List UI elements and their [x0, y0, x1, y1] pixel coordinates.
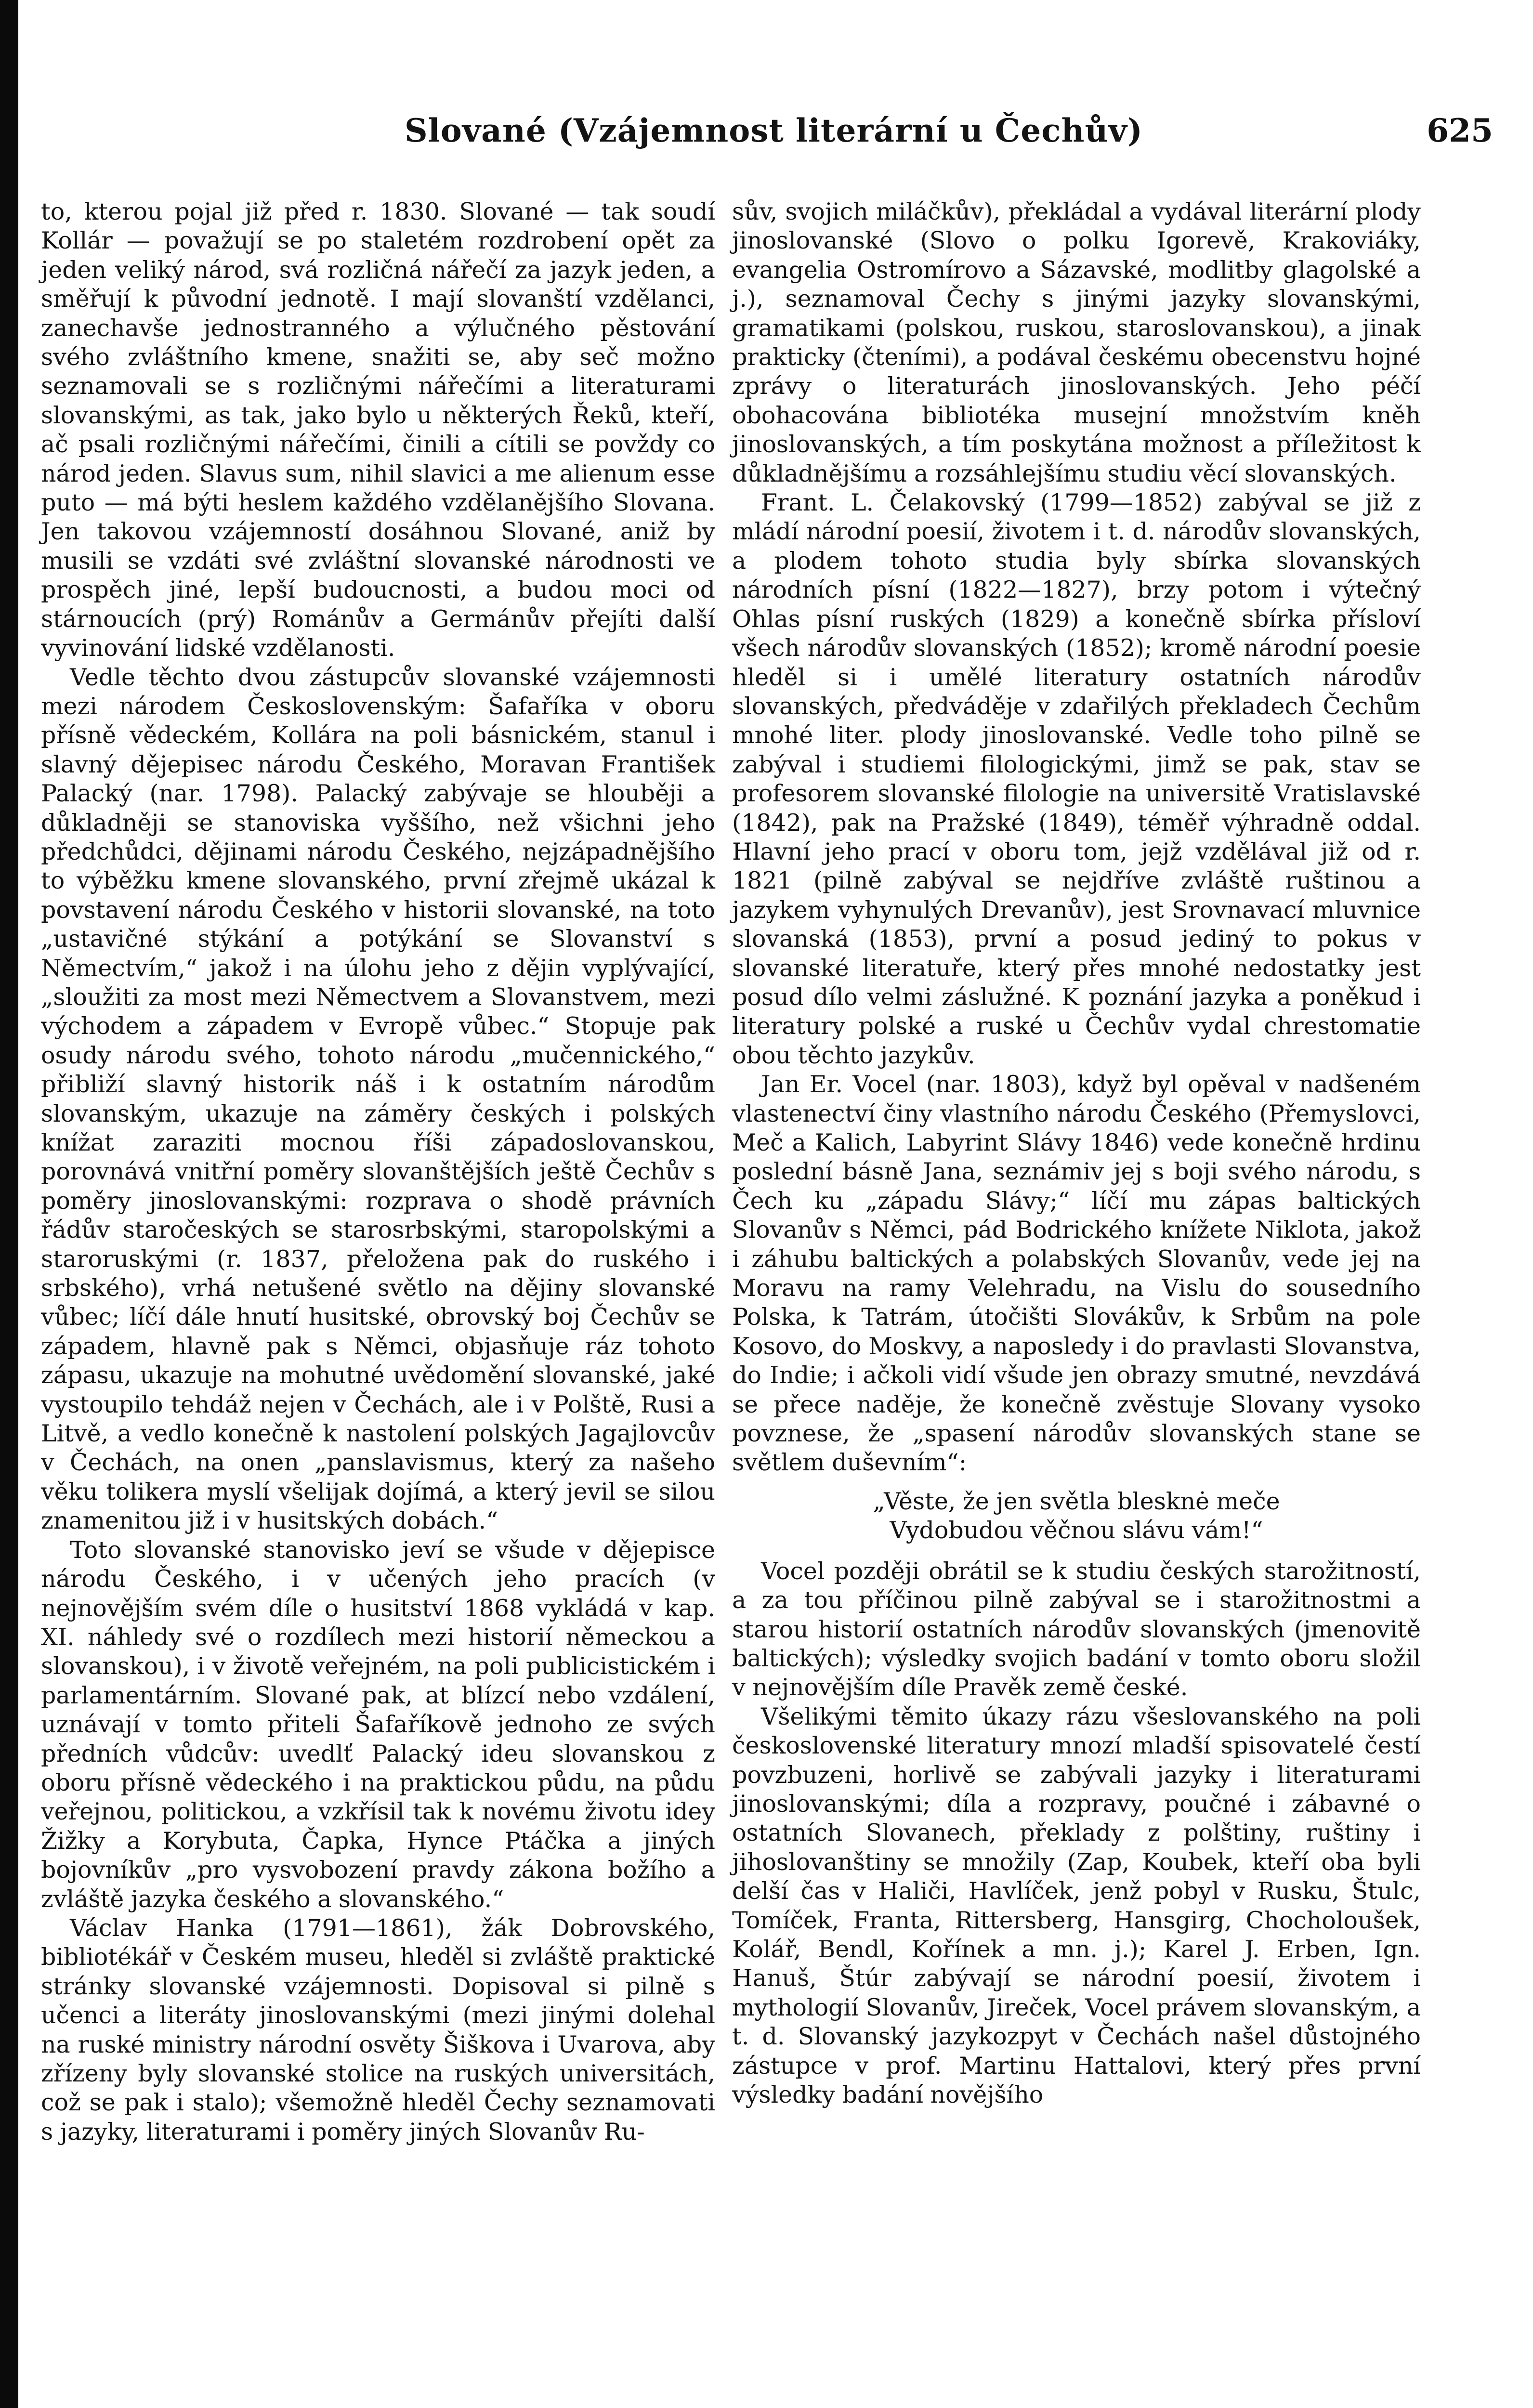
paragraph: Vedle těchto dvou zástupcův slovanské vzájemnosti mezi národem Československým: Šafaříka v oboru přísně vědeckém, Kollára na poli básnickém, stanul i slavný dějepisec národu Českého, Moravan František Palacký (nar. 1798). Palacký zabývaje se hlouběji a důkladněji se stanoviska vyššího, než všichni jeho předchůdci, dějinami národu Českého, nejzápadnějšího to výběžku kmene slovanského, první zřejmě ukázal k povstavení národu Českého v historii slovanské, na toto „ustavičné stýkání a potýkání se Slovanství s Němectvím,“ jakož i na úlohu jeho z dějin vyplývající, „sloužiti za most mezi Němectvem a Slovanstvem, mezi východem a západem v Evropě vůbec.“ Stopuje pak osudy národu svého, tohoto národu „mučennického,“ přibliží slavný historik náš i k ostatním národům slovanským, ukazuje na záměry českých i polských knížat zaraziti mocnou říši západoslovanskou, porovnává vnitřní poměry slovanštějších ještě Čechův s poměry jinoslovanskými: rozprava o shodě právních řádův staročeských se starosrbskými, staropolskými a staroruskými (r. 1837, přeložena pak do ruského i srbského), vrhá netušené světlo na dějiny slovanské vůbec; líčí dále hnutí husitské, obrovský boj Čechův se západem, hlavně pak s Němci, objasňuje ráz tohoto zápasu, ukazuje na mohutné uvědomění slovanské, jaké vystoupilo tehdáž nejen v Čechách, ale i v Polště, Rusi a Litvě, a vedlo konečně k nastolení polských Jagajlovcův v Čechách, na onen „panslavismus, který za našeho věku tolikera myslí všelijak dojímá, a který jevil se silou znamenitou již i v husitských dobách.“ [41, 663, 715, 1535]
book-page [29, 0, 1512, 2408]
paragraph: Václav Hanka (1791—1861), žák Dobrovského, bibliotékář v Českém museu, hleděl si zvláště praktické stránky slovanské vzájemnosti. Dopisoval si pilně s učenci a literáty jinoslovanskými (mezi jinými dolehal na ruské ministry národní osvěty Šiškova i Uvarova, aby zřízeny byly slovanské stolice na ruských universitách, což se pak i stalo); všemožně hleděl Čechy seznamovati s jazyky, literaturami i poměry jiných Slovanův Ru- [41, 1914, 715, 2146]
scan-border [0, 0, 18, 2408]
paragraph: Všelikými těmito úkazy rázu všeslovanského na poli československé literatury mnozí mladší spisovatelé čestí povzbuzeni, horlivě se zabývali jazyky i literaturami jinoslovanskými; díla a rozpravy, poučné i zábavné o ostatních Slovanech, překlady z polštiny, ruštiny i jihoslovanštiny se množily (Zap, Koubek, kteří oba byli delší čas v Haliči, Havlíček, jenž pobyl v Rusku, Štulc, Tomíček, Franta, Rittersberg, Hansgirg, Chocholoušek, Kolář, Bendl, Kořínek a mn. j.); Karel J. Erben, Ign. Hanuš, Štúr zabývají se národní poesií, životem i mythologií Slovanův, Jireček, Vocel právem slovanským, a t. d. Slovanský jazykozpyt v Čechách našel důstojného zástupce v prof. Martinu Hattalovi, který přes první výsledky badání novějšího [732, 1702, 1421, 2108]
page-number: 625 [1427, 112, 1493, 149]
running-header [29, 112, 1493, 160]
quote-line: Vydobudou věčnou slávu vám!“ [890, 1517, 1263, 1544]
quote-line: „Věste, že jen světla blesknė meče [873, 1487, 1280, 1515]
paragraph: Toto slovanské stanovisko jeví se všude v dějepisce národu Českého, i v učených jeho pracích (v nejnovějším svém díle o husitství 1868 vykládá v kap. XI. náhledy své o rozdílech mezi historií německou a slovanskou), i v životě veřejném, na poli publicistickém i parlamentárním. Slované pak, at blízcí nebo vzdálení, uznávají v tomto přiteli Šafaříkově jednoho ze svých předních vůdcův: uvedlť Palacký ideu slovanskou z oboru přísně vědeckého i na praktickou půdu, na půdu veřejnou, politickou, a vzkřísil tak k novému životu idey Žižky a Korybuta, Čapka, Hynce Ptáčka a jiných bojovníkův „pro vysvobození pravdy zákona božího a zvláště jazyka českého a slovanského.“ [41, 1536, 715, 1913]
right-column [732, 197, 1421, 2109]
paragraph: to, kterou pojal již před r. 1830. Slované — tak soudí Kollár — považují se po staletém rozdrobení opět za jeden veliký národ, svá rozličná nářečí za jazyk jeden, a směřují k původní jednotě. I mají slovanští vzdělanci, zanechavše jednostranného a výlučného pěstování svého zvláštního kmene, snažiti se, aby seč možno seznamovali se s rozličnými nářečími a literaturami slovanskými, as tak, jako bylo u některých Řeků, kteří, ač psali rozličnými nářečími, činili a cítili se povždy co národ jeden. Slavus sum, nihil slavici a me alienum esse puto — má býti heslem každého vzdělanějšího Slovana. Jen takovou vzájemností dosáhnou Slované, aniž by musili se vzdáti své zvláštní slovanské národnosti ve prospěch jiné, lepší budoucnosti, a budou moci od stárnoucích (prý) Románův a Germánův přejíti další vyvinování lidské vzdělanosti. [41, 198, 715, 662]
paragraph: Frant. L. Čelakovský (1799—1852) zabýval se již z mládí národní poesií, životem i t. d. národův slovanských, a plodem tohoto studia byly sbírka slovanských národních písní (1822—1827), brzy potom i výtečný Ohlas písní ruských (1829) a konečně sbírka přísloví všech národův slovanských (1852); kromě národní poesie hleděl si i umělé literatury ostatních národův slovanských, předváděje v zdařilých překladech Čechům mnohé liter. plody jinoslovanské. Vedle toho pilně se zabýval i studiemi filologickými, jimž se pak, stav se profesorem slovanské filologie na universitě Vratislavské (1842), pak na Pražské (1849), téměř výhradně oddal. Hlavní jeho prací v oboru tom, jejž vzdělával již od r. 1821 (pilně zabýval se nejdříve zvláště ruštinou a jazykem vyhynulých Drevanův), jest Srovnavací mluvnice slovanská (1853), první a posud jediný to pokus v slovanské literatuře, který přes mnohé nedostatky jest posud dílo velmi záslužné. K poznání jazyka a poněkud i literatury polské a ruské u Čechův vydal chrestomatie obou těchto jazykův. [732, 489, 1421, 1069]
paragraph: sův, svojich miláčkův), překládal a vydával literární plody jinoslovanské (Slovo o polku Igorevě, Krakoviáky, evangelia Ostromírovo a Sázavské, modlitby glagolské a j.), seznamoval Čechy s jinými jazyky slovanskými, gramatikami (polskou, ruskou, staroslovanskou), a jinak prakticky (čteními), a podával českému obecenstvu hojné zprávy o literaturách jinoslovanských. Jeho péčí obohacována bibliotéka musejní množstvím kněh jinoslovanských, a tím poskytána možnost a příležitost k důkladnějšímu a rozsáhlejšímu studiu věcí slovanských. [732, 198, 1421, 487]
header-title: Slované (Vzájemnost literární u Čechův) [405, 112, 1143, 149]
paragraph: Jan Er. Vocel (nar. 1803), když byl opěval v nadšeném vlastenectví činy vlastního národu Českého (Přemyslovci, Meč a Kalich, Labyrint Slávy 1846) vede konečně hrdinu poslední básně Jana, seznámiv jej s boji svého národu, s Čech ku „západu Slávy;“ líčí mu zápas baltických Slovanův s Němci, pád Bodrického knížete Niklota, jakož i záhubu baltických a polabských Slovanův, vede jej na Moravu na ramy Velehradu, na Vislu do sousedního Polska, k Tatrám, útočišti Slovákův, k Srbům na pole Kosovo, do Moskvy, a naposledy i do pravlasti Slovanstva, do Indie; i ačkoli vidí všude jen obrazy smutné, nevzdává se přece naděje, že konečně zvěstuje Slovany vysoko povznese, že „spasení národův slovanských stane se světlem duševním“: [732, 1071, 1421, 1477]
paragraph: Vocel později obrátil se k studiu českých starožitností, a za tou příčinou pilně zabýval se i starožitnostmi a starou historií ostatních národův slovanských (jmenovitě baltických); výsledky svojich badání v tomto oboru složil v nejnovějším díle Pravěk země české. [732, 1557, 1421, 1701]
left-column [41, 197, 715, 2146]
verse-quote [732, 1478, 1421, 1557]
